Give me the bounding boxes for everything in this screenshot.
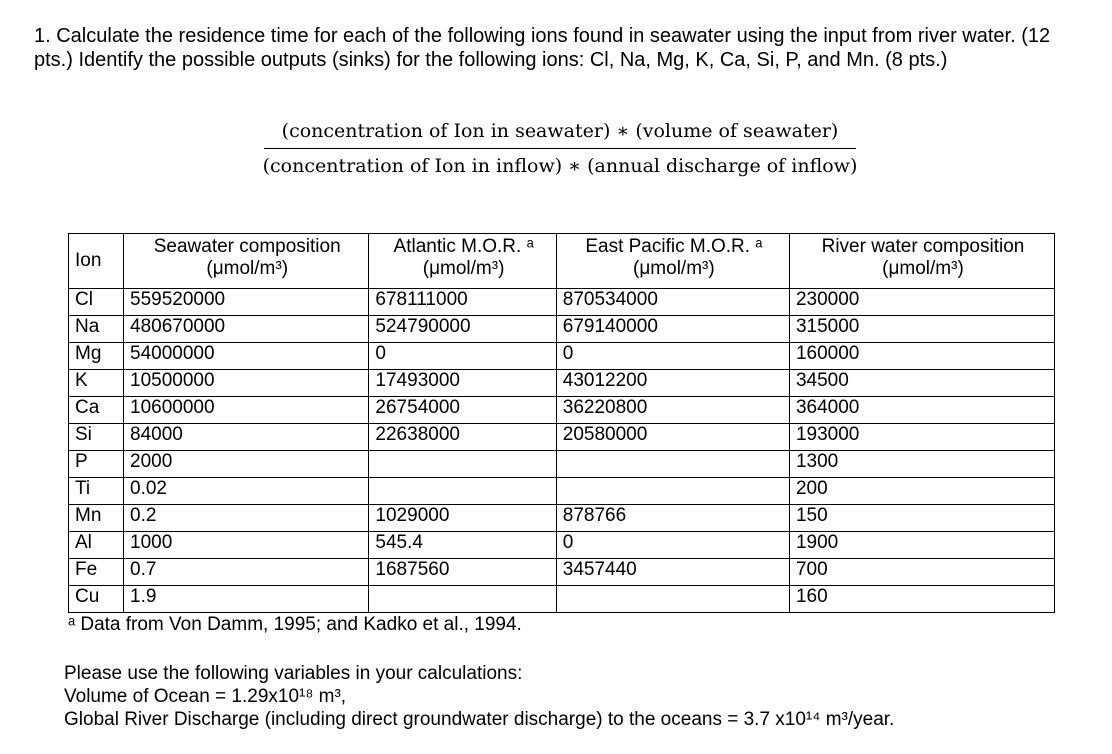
cell-atlantic (369, 586, 556, 613)
cell-pacific: 679140000 (556, 316, 789, 343)
cell-river: 1300 (789, 451, 1054, 478)
ocean-volume-variable: Volume of Ocean = 1.29x10¹⁸ m³, (64, 686, 347, 707)
cell-seawater: 54000000 (124, 343, 369, 370)
cell-seawater: 10500000 (124, 370, 369, 397)
table-row (69, 559, 1055, 586)
cell-atlantic (369, 478, 556, 505)
cell-river: 34500 (789, 370, 1054, 397)
cell-pacific: 878766 (556, 505, 789, 532)
table-row (69, 343, 1055, 370)
formula-numerator: (concentration of Ion in seawater) ∗ (volume of seawater) (281, 120, 839, 142)
cell-ion: Mn (69, 505, 124, 532)
cell-river: 200 (789, 478, 1054, 505)
cell-river: 150 (789, 505, 1054, 532)
cell-ion: Cl (69, 289, 124, 316)
header-atlantic (369, 234, 556, 289)
question-text: 1. Calculate the residence time for each of the following ions found in seawater using the input from river water. (12 pts.) Identify the possible outputs (sinks) for the following ions: Cl, Na, Mg, K, Ca, Si, P, and Mn. (8 pts.) (34, 25, 1051, 71)
cell-atlantic: 1029000 (369, 505, 556, 532)
header-ion (69, 234, 124, 289)
cell-seawater: 559520000 (124, 289, 369, 316)
cell-pacific: 3457440 (556, 559, 789, 586)
cell-river: 364000 (789, 397, 1054, 424)
header-pacific-unit: (μmol/m³) (633, 258, 715, 279)
cell-pacific: 0 (556, 343, 789, 370)
cell-river: 160000 (789, 343, 1054, 370)
header-pacific-label: East Pacific M.O.R. ᵃ (585, 236, 763, 257)
table-header-row (69, 234, 1055, 289)
table-row (69, 370, 1055, 397)
cell-river: 315000 (789, 316, 1054, 343)
cell-pacific: 870534000 (556, 289, 789, 316)
cell-seawater: 2000 (124, 451, 369, 478)
cell-ion: Si (69, 424, 124, 451)
cell-ion: K (69, 370, 124, 397)
cell-pacific (556, 586, 789, 613)
cell-ion: Cu (69, 586, 124, 613)
cell-ion: Mg (69, 343, 124, 370)
table-row (69, 289, 1055, 316)
cell-river: 230000 (789, 289, 1054, 316)
cell-river: 193000 (789, 424, 1054, 451)
calculation-variables (64, 662, 894, 731)
cell-pacific: 0 (556, 532, 789, 559)
cell-pacific (556, 478, 789, 505)
table-footnote: ᵃ Data from Von Damm, 1995; and Kadko et al., 1994. (68, 614, 522, 635)
header-atlantic-unit: (μmol/m³) (422, 258, 505, 279)
formula-denominator: (concentration of Ion in inflow) ∗ (annual discharge of inflow) (262, 155, 858, 177)
cell-seawater: 0.02 (124, 478, 369, 505)
table-row (69, 478, 1055, 505)
cell-atlantic: 545.4 (369, 532, 556, 559)
cell-atlantic: 678111000 (369, 289, 556, 316)
table-row (69, 397, 1055, 424)
cell-pacific: 43012200 (556, 370, 789, 397)
header-seawater-unit: (μmol/m³) (206, 258, 289, 279)
table-row (69, 316, 1055, 343)
cell-river: 1900 (789, 532, 1054, 559)
residence-time-formula (260, 120, 860, 177)
cell-atlantic: 524790000 (369, 316, 556, 343)
cell-ion: Fe (69, 559, 124, 586)
cell-atlantic: 22638000 (369, 424, 556, 451)
ion-composition-table (68, 233, 1055, 613)
cell-ion: P (69, 451, 124, 478)
cell-pacific: 36220800 (556, 397, 789, 424)
cell-ion: Al (69, 532, 124, 559)
cell-atlantic: 0 (369, 343, 556, 370)
cell-seawater: 10600000 (124, 397, 369, 424)
header-ion-label: Ion (75, 250, 102, 271)
variables-intro: Please use the following variables in your calculations: (64, 663, 523, 684)
header-atlantic-label: Atlantic M.O.R. ᵃ (393, 236, 534, 257)
table-row (69, 505, 1055, 532)
header-river-unit: (μmol/m³) (882, 258, 964, 279)
cell-ion: Ti (69, 478, 124, 505)
cell-atlantic: 26754000 (369, 397, 556, 424)
cell-pacific: 20580000 (556, 424, 789, 451)
table-row (69, 532, 1055, 559)
cell-pacific (556, 451, 789, 478)
header-seawater (124, 234, 369, 289)
cell-seawater: 0.7 (124, 559, 369, 586)
table-row (69, 586, 1055, 613)
cell-seawater: 1000 (124, 532, 369, 559)
header-river (789, 234, 1054, 289)
cell-ion: Na (69, 316, 124, 343)
river-discharge-variable: Global River Discharge (including direct groundwater discharge) to the oceans = 3.7 x10¹⁴ m³/year. (64, 709, 895, 730)
cell-ion: Ca (69, 397, 124, 424)
header-seawater-label: Seawater composition (153, 236, 341, 257)
cell-seawater: 84000 (124, 424, 369, 451)
table-row (69, 424, 1055, 451)
header-pacific (556, 234, 789, 289)
cell-atlantic: 1687560 (369, 559, 556, 586)
cell-river: 160 (789, 586, 1054, 613)
header-river-label: River water composition (821, 236, 1025, 257)
cell-seawater: 0.2 (124, 505, 369, 532)
cell-atlantic: 17493000 (369, 370, 556, 397)
cell-seawater: 1.9 (124, 586, 369, 613)
cell-seawater: 480670000 (124, 316, 369, 343)
table-row (69, 451, 1055, 478)
cell-river: 700 (789, 559, 1054, 586)
cell-atlantic (369, 451, 556, 478)
